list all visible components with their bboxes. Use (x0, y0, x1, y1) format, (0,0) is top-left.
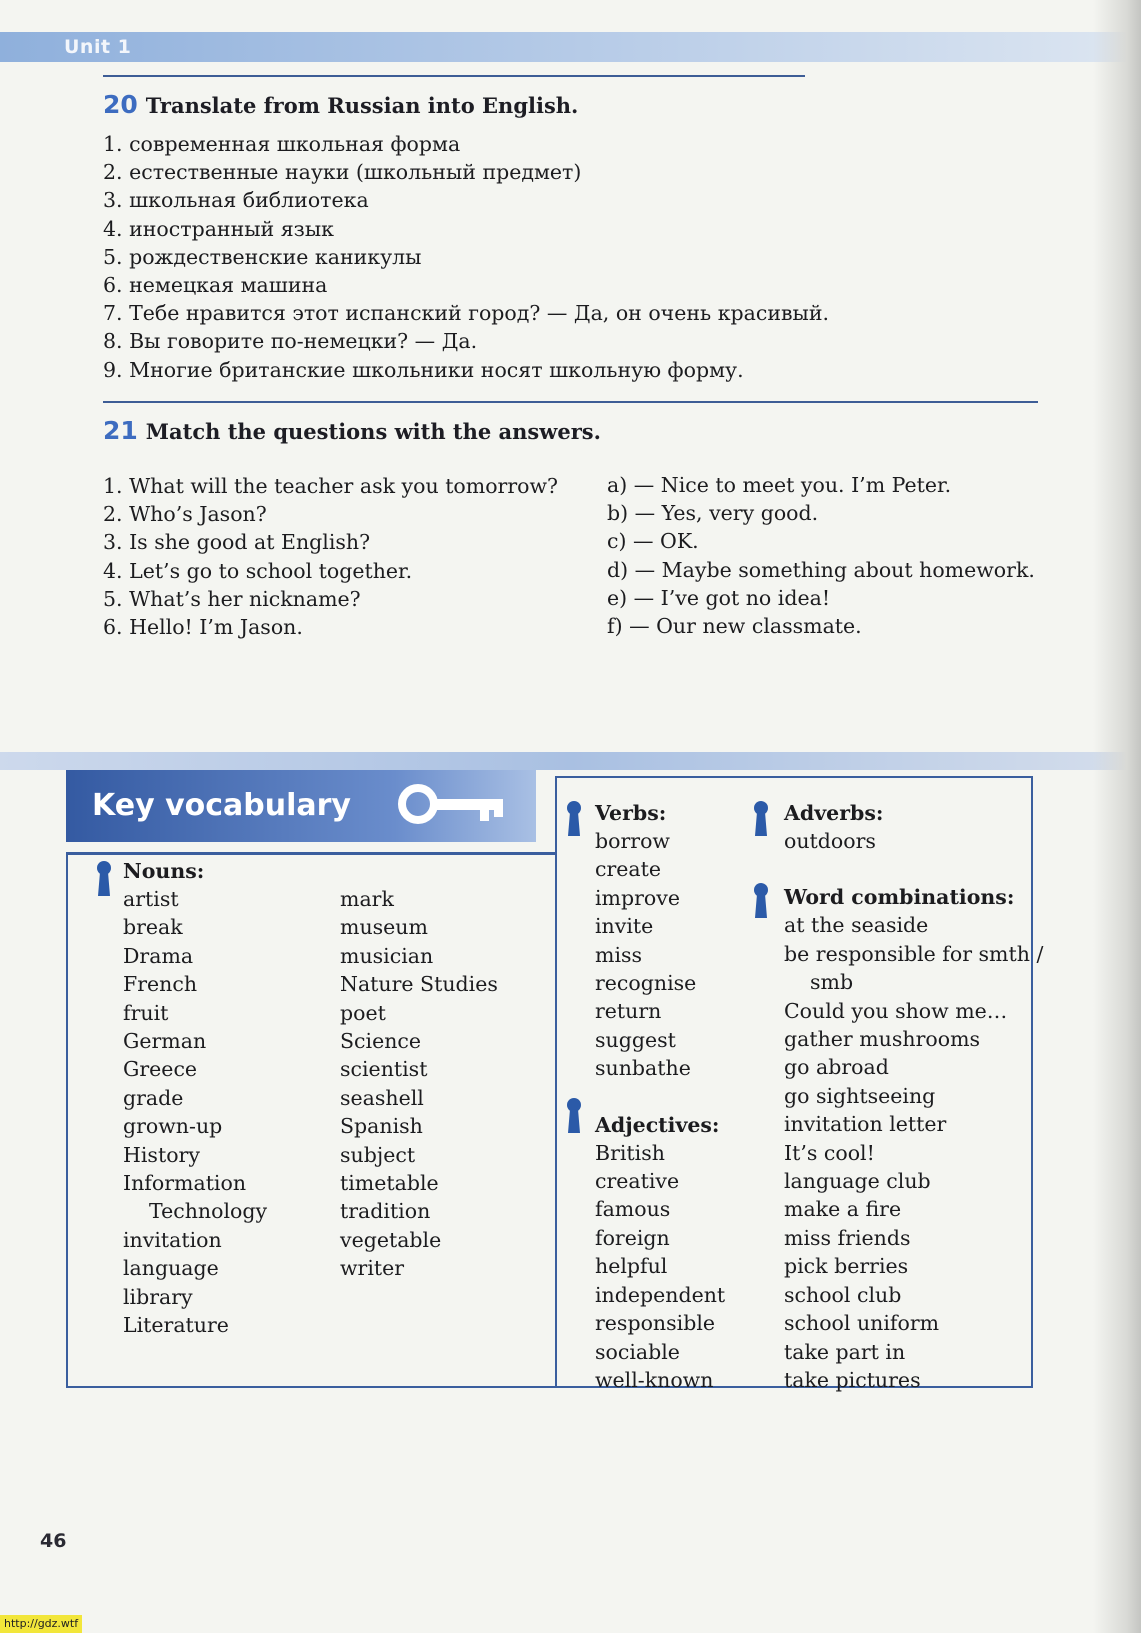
vocab-word: grade (123, 1085, 184, 1110)
vocab-word: British (595, 1140, 665, 1165)
nouns-heading: Nouns: (123, 859, 205, 883)
vocab-word: tradition (340, 1199, 431, 1224)
vocab-word: responsible (595, 1311, 716, 1336)
list-item: 1. современная школьная форма (103, 132, 461, 156)
pushpin-icon (752, 800, 770, 840)
pushpin-icon (565, 800, 583, 840)
unit-header-band (0, 32, 1141, 62)
vocab-word: timetable (340, 1171, 439, 1196)
exercise-21-heading (103, 416, 601, 445)
list-item: 6. немецкая машина (103, 273, 328, 298)
answers-list (607, 471, 1035, 640)
vocab-word: invitation letter (784, 1112, 947, 1137)
vocab-word: miss friends (784, 1225, 911, 1250)
vocab-word: independent (595, 1282, 726, 1307)
exercise-number: 21 (103, 416, 138, 445)
exercise-number: 20 (103, 90, 138, 119)
vocabulary-box-top (66, 852, 557, 855)
vocab-word: school club (784, 1282, 902, 1307)
vocab-word: grown-up (123, 1114, 223, 1139)
adverbs-combinations-column (784, 799, 1043, 1394)
vocab-word: library (123, 1284, 193, 1309)
vocab-word: invite (595, 914, 654, 939)
vocab-word: miss (595, 942, 643, 967)
exercise-20-list (103, 130, 829, 384)
vocab-word: museum (340, 915, 428, 940)
question-item: 3. Is she good at English? (103, 530, 371, 555)
vocab-word: creative (595, 1169, 680, 1194)
pushpin-icon (565, 1097, 583, 1137)
vocab-word: Drama (123, 943, 194, 968)
spacer (595, 1083, 725, 1111)
vocab-word: go sightseeing (784, 1083, 936, 1108)
vocab-word: invitation (123, 1227, 222, 1252)
vocab-word: gather mushrooms (784, 1027, 981, 1052)
questions-list (103, 472, 558, 641)
vocab-word: suggest (595, 1027, 676, 1052)
verbs-heading: Verbs: (595, 801, 667, 825)
answer-item: f) — Our new classmate. (607, 614, 862, 639)
vocab-word: History (123, 1142, 200, 1167)
word-combinations-heading: Word combinations: (784, 885, 1015, 910)
vocab-word: return (595, 999, 662, 1024)
answer-item: b) — Yes, very good. (607, 501, 819, 526)
answer-item: a) — Nice to meet you. I’m Peter. (607, 473, 952, 497)
pushpin-icon (95, 860, 113, 900)
vocab-word: sunbathe (595, 1056, 691, 1081)
spacer (784, 855, 1043, 883)
vocab-word: famous (595, 1197, 671, 1222)
vocab-word: mark (340, 887, 394, 911)
exercise-instruction: Translate from Russian into English. (145, 93, 579, 118)
vocab-word: recognise (595, 971, 697, 996)
vocab-word: German (123, 1029, 207, 1054)
vocab-word: Spanish (340, 1114, 423, 1139)
vocab-word: borrow (595, 829, 670, 853)
vocab-word: go abroad (784, 1055, 889, 1080)
top-rule (103, 75, 805, 77)
vocab-word: seashell (340, 1085, 424, 1110)
vocab-word: French (123, 972, 198, 997)
list-item: 3. школьная библиотека (103, 188, 369, 213)
vocab-word: It’s cool! (784, 1140, 875, 1165)
vocab-word: create (595, 857, 662, 882)
list-item: 9. Многие британские школьники носят школьную форму. (103, 357, 744, 382)
vocab-word: make a fire (784, 1197, 902, 1222)
vocab-word: be responsible for smth / (784, 941, 1044, 966)
vocab-word: language (123, 1256, 219, 1281)
vocab-word: take part in (784, 1339, 906, 1364)
vocab-word: outdoors (784, 829, 876, 853)
list-item: 5. рождественские каникулы (103, 244, 422, 269)
pushpin-icon (752, 882, 770, 922)
vocab-word: well-known (595, 1367, 714, 1392)
list-item: 4. иностранный язык (103, 216, 334, 241)
unit-label: Unit 1 (64, 36, 132, 58)
key-vocabulary-title: Key vocabulary (92, 788, 351, 823)
list-item: 7. Тебе нравится этот испанский город? — Да, он очень красивый. (103, 301, 830, 326)
page-gutter-shadow (1093, 0, 1141, 1633)
vocab-word: break (123, 915, 183, 940)
vocab-word: vegetable (340, 1227, 442, 1252)
vocab-word: Technology (149, 1199, 268, 1224)
exercise-20-heading (103, 90, 578, 119)
answer-item: e) — I’ve got no idea! (607, 585, 831, 610)
vocab-word: fruit (123, 1000, 169, 1025)
vocab-word: at the seaside (784, 913, 929, 938)
exercise-instruction: Match the questions with the answers. (145, 419, 601, 444)
vocab-word: Greece (123, 1057, 198, 1082)
vocab-word: artist (123, 887, 179, 911)
vocab-word: Information (123, 1171, 247, 1196)
question-item: 4. Let’s go to school together. (103, 558, 413, 583)
question-item: 5. What’s her nickname? (103, 586, 361, 611)
vocab-word: Could you show me… (784, 998, 1008, 1023)
vocab-word: poet (340, 1000, 386, 1025)
vocab-word: Nature Studies (340, 972, 498, 997)
question-item: 6. Hello! I’m Jason. (103, 615, 303, 640)
vocab-word: school uniform (784, 1311, 940, 1336)
key-vocabulary-band (0, 752, 1141, 770)
adjectives-heading: Adjectives: (595, 1112, 720, 1137)
adverbs-heading: Adverbs: (784, 801, 884, 825)
page-number: 46 (40, 1530, 67, 1552)
list-item: 2. естественные науки (школьный предмет) (103, 160, 582, 185)
list-item: 8. Вы говорите по-немецки? — Да. (103, 329, 478, 354)
section-rule (103, 401, 1038, 403)
footer-url-link[interactable]: http://gdz.wtf (0, 1615, 82, 1633)
vocab-word: helpful (595, 1254, 668, 1279)
vocab-word: improve (595, 885, 680, 910)
question-item: 1. What will the teacher ask you tomorrow? (103, 474, 559, 498)
verbs-adjectives-column (595, 799, 725, 1394)
vocab-word: scientist (340, 1057, 428, 1082)
vocab-word: smb (810, 970, 854, 995)
answer-item: d) — Maybe something about homework. (607, 557, 1035, 582)
vocab-word: sociable (595, 1339, 680, 1364)
key-icon (398, 784, 510, 828)
vocab-word: writer (340, 1256, 405, 1281)
vocab-word: Literature (123, 1313, 229, 1338)
vocab-word: pick berries (784, 1254, 909, 1279)
vocab-word: language club (784, 1169, 931, 1194)
question-item: 2. Who’s Jason? (103, 502, 267, 527)
vocab-word: Science (340, 1029, 422, 1054)
vocab-word: subject (340, 1142, 416, 1167)
vocab-word: take pictures (784, 1367, 921, 1392)
nouns-column-1 (123, 857, 267, 1340)
nouns-column-2 (340, 885, 498, 1283)
vocab-word: foreign (595, 1225, 670, 1250)
answer-item: c) — OK. (607, 529, 699, 554)
vocab-word: musician (340, 943, 434, 968)
